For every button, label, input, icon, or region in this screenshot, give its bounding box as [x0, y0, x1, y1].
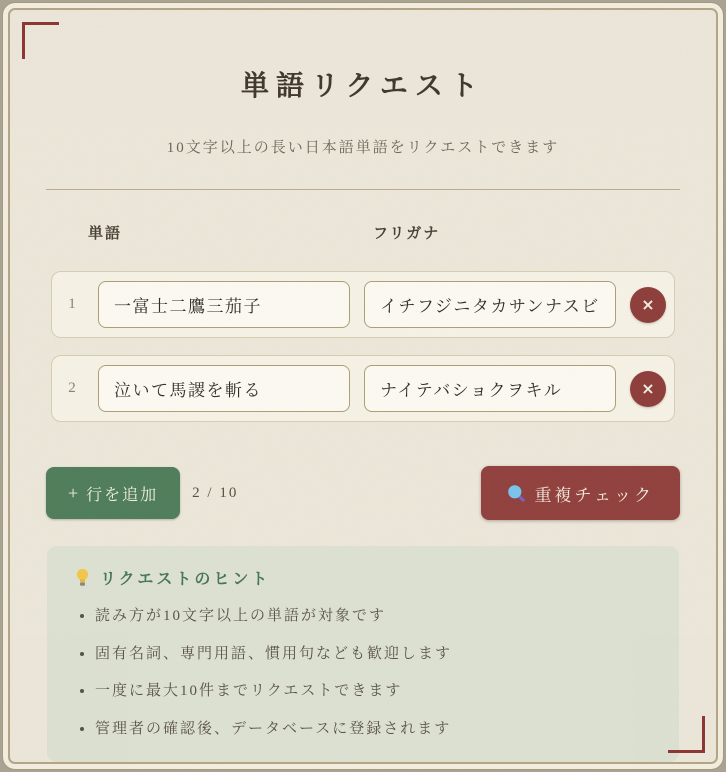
- cross-icon: ×: [641, 378, 655, 398]
- magnifier-icon: [507, 484, 525, 502]
- content: [3, 3, 723, 762]
- hint-item: • 管理者の確認後、データベースに登録されます: [95, 718, 651, 741]
- word-row-2: [51, 355, 675, 422]
- furigana-input-2[interactable]: [364, 365, 616, 412]
- hint-title-row: [75, 566, 651, 589]
- column-header-word: 単語: [88, 226, 123, 243]
- duplicate-check-label: 重複チェック: [534, 485, 654, 505]
- plus-icon: +: [68, 482, 79, 503]
- word-rows: [46, 271, 680, 422]
- column-headers: [46, 222, 680, 243]
- hint-panel: [47, 546, 679, 762]
- duplicate-check-button[interactable]: [481, 466, 681, 520]
- word-request-page: [2, 2, 724, 770]
- hint-item: • 一度に最大10件までリクエストできます: [95, 680, 651, 703]
- add-row-button[interactable]: [46, 467, 180, 519]
- word-row-1: [51, 271, 675, 338]
- row-number: 2: [68, 380, 76, 397]
- corner-bracket-bottom-right: [668, 716, 705, 753]
- word-input-2[interactable]: [98, 365, 350, 412]
- cross-icon: ×: [641, 294, 655, 314]
- header-divider: [46, 189, 680, 190]
- hint-item: • 固有名詞、専門用語、慣用句なども歓迎します: [95, 643, 651, 666]
- action-bar: [46, 466, 680, 520]
- page-title: 単語リクエスト: [241, 71, 485, 102]
- word-input-1[interactable]: [98, 281, 350, 328]
- hint-list: [75, 605, 651, 740]
- column-header-furigana: フリガナ: [373, 226, 441, 243]
- remove-row-button-1[interactable]: [630, 287, 666, 323]
- hint-title: リクエストのヒント: [100, 571, 271, 589]
- add-row-label: 行を追加: [86, 486, 159, 504]
- remove-row-button-2[interactable]: [630, 371, 666, 407]
- hint-item: • 読み方が10文字以上の単語が対象です: [95, 605, 651, 628]
- row-counter: 2 / 10: [192, 484, 239, 501]
- row-number: 1: [68, 296, 76, 313]
- lightbulb-icon: [75, 568, 90, 588]
- corner-bracket-top-left: [22, 22, 59, 59]
- furigana-input-1[interactable]: [364, 281, 616, 328]
- page-subtitle: 10文字以上の長い日本語単語をリクエストできます: [166, 140, 560, 157]
